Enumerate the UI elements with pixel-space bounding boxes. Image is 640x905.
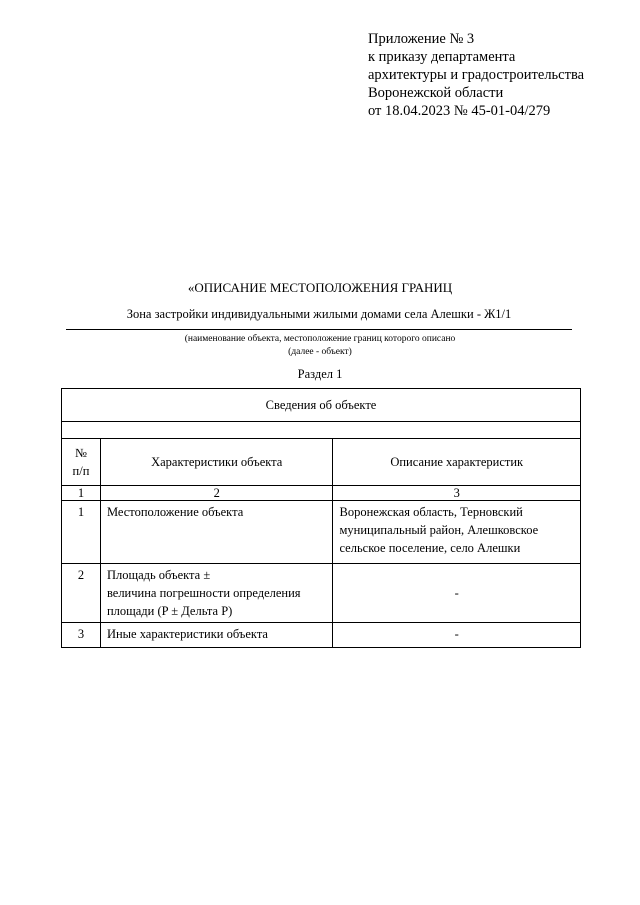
col-header-num-line: № [75,446,87,460]
section-title: Раздел 1 [297,367,343,381]
row-characteristic-line: Площадь объекта ± [106,568,211,582]
col-header-num-line: п/п [72,464,90,478]
appendix-line: Приложение № 3 [368,31,475,47]
table-column-header-row [62,439,581,486]
col-header-characteristics: Характеристики объекта [100,439,333,486]
col-number: 3 [333,486,581,501]
col-number: 2 [100,486,333,501]
row-number: 2 [62,564,101,623]
appendix-line: Воронежской области [368,85,504,101]
object-name-caption [0,333,640,359]
caption-line: (далее - объект) [288,347,352,357]
row-description: - [333,564,581,623]
underline-divider [66,329,572,330]
document-title: «ОПИСАНИЕ МЕСТОПОЛОЖЕНИЯ ГРАНИЦ [187,280,453,295]
row-description: - [333,623,581,648]
table-row [62,501,581,564]
object-info-table [61,388,581,648]
caption-line: (наименование объекта, местоположение границ которого описано [184,334,456,344]
info-header-cell: Сведения об объекте [62,389,581,422]
appendix-block [368,30,584,120]
col-header-description: Описание характеристик [333,439,581,486]
empty-cell [62,422,581,439]
object-name: Зона застройки индивидуальными жилыми домами села Алешки - Ж1/1 [126,307,512,321]
row-characteristic-line: величина погрешности определения площади (P ± Дельта P) [106,586,301,618]
table-empty-row [62,422,581,439]
row-number: 1 [62,501,101,564]
col-header-num [62,439,101,486]
table-info-header-row [62,389,581,422]
table-column-number-row [62,486,581,501]
appendix-line: от 18.04.2023 № 45-01-04/279 [368,103,551,119]
row-number: 3 [62,623,101,648]
row-characteristic [100,564,333,623]
appendix-line: к приказу департамента [368,49,516,65]
appendix-line: архитектуры и градостроительства [368,67,585,83]
table-row [62,623,581,648]
row-characteristic: Местоположение объекта [100,501,333,564]
col-number: 1 [62,486,101,501]
table-row [62,564,581,623]
row-description: Воронежская область, Терновский муниципальный район, Алешковское сельское поселение, село Алешки [333,501,581,564]
row-characteristic: Иные характеристики объекта [100,623,333,648]
